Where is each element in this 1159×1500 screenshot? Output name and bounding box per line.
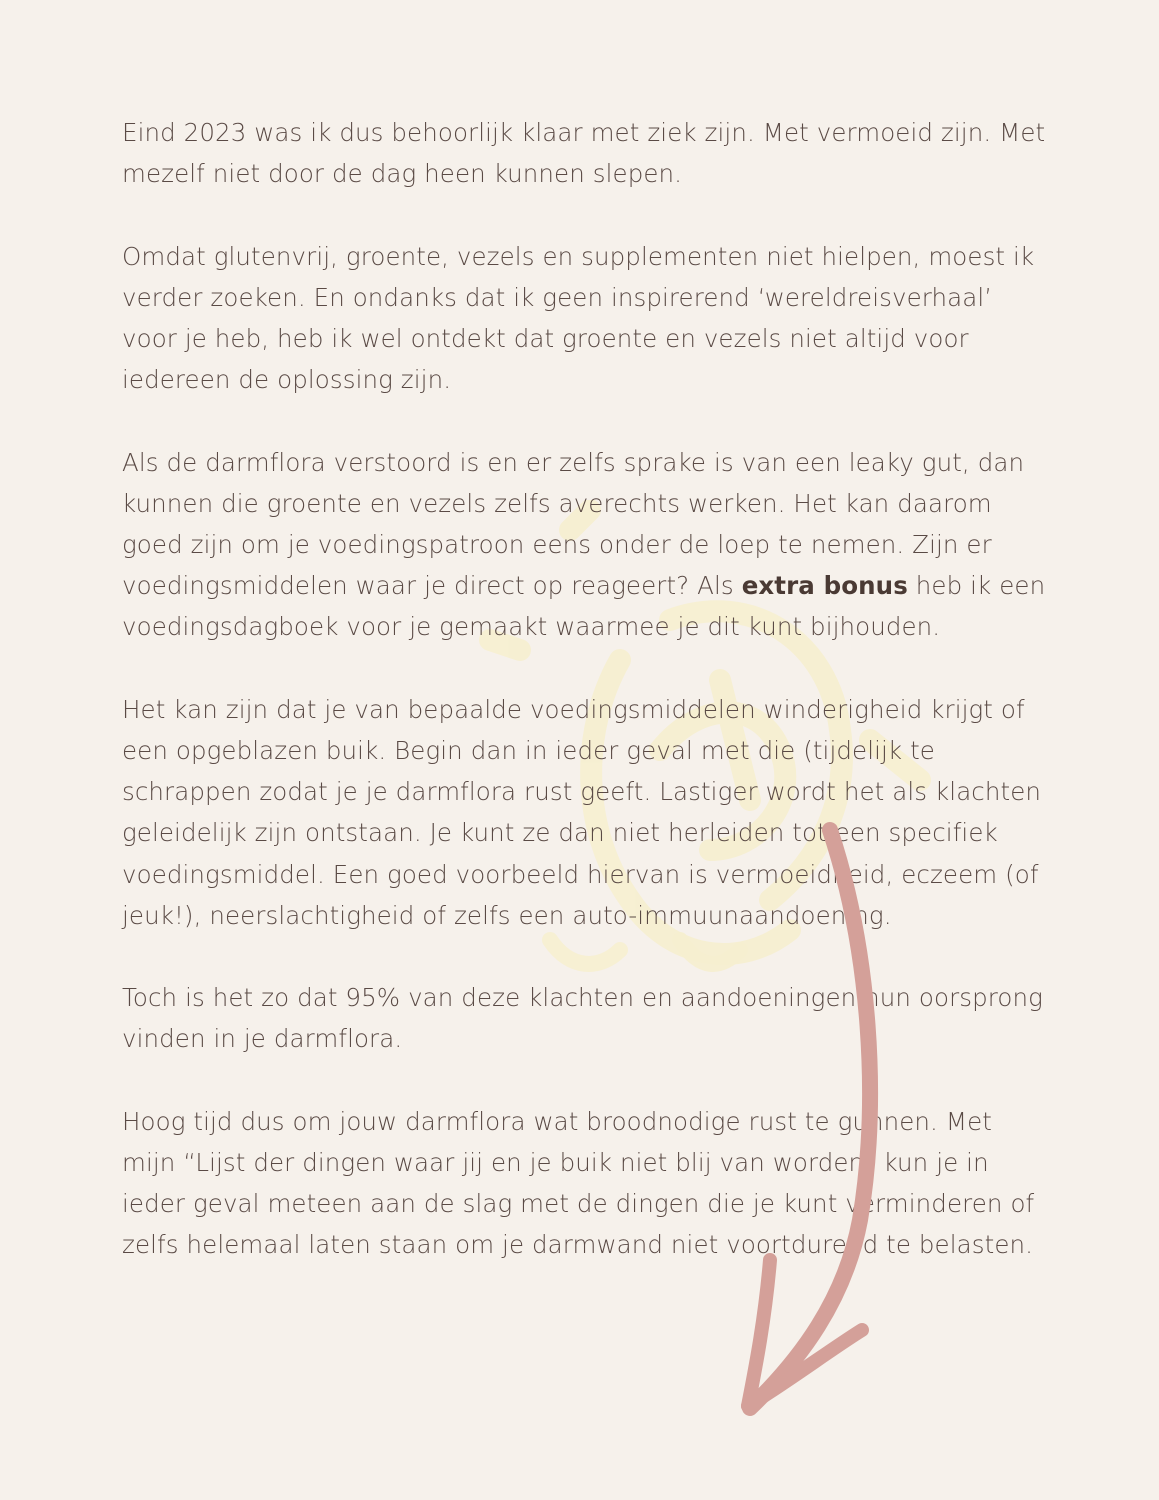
bonus-highlight: extra bonus [741, 571, 908, 601]
body-text [122, 112, 1052, 1307]
paragraph-3-start: Als de darmflora verstoord is en er zelfs sprake is van een leaky gut, dan kunnen die groente en vezels zelfs averechts werken. Het kan daarom goed zijn om je voedingspatroon eens onder de loep te nemen. Zijn er voedingsmiddelen waar je direct op reageert? Als [122, 447, 1025, 601]
paragraph-1: Eind 2023 was ik dus behoorlijk klaar met ziek zijn. Met vermoeid zijn. Met mezelf niet door de dag heen kunnen slepen. [122, 118, 1046, 189]
paragraph-4: Het kan zijn dat je van bepaalde voedingsmiddelen winderigheid krijgt of een opgeblazen buik. Begin dan in ieder geval met die (tijdelijk te schrappen zodat je je darmflora rust geeft. Lastiger wordt het als klachten geleidelijk zijn ontstaan. Je kunt ze dan niet herleiden tot een specifiek voedingsmiddel. Een goed voorbeeld hiervan is vermoeidheid, eczeem (of jeuk!), neerslachtigheid of zelfs een auto-immuunaandoening. [122, 694, 1042, 930]
paragraph-3-end: heb ik een voedingsdagboek voor je gemaakt waarmee je dit kunt bijhouden. [122, 571, 1046, 642]
paragraph-6: Hoog tijd dus om jouw darmflora wat broodnodige rust te gunnen. Met mijn “Lijst der dingen waar jij en je buik niet blij van worden” kun je in ieder geval meteen aan de slag met de dingen die je kunt verminderen of zelfs helemaal laten staan om je darmwand niet voortdurend te belasten. [122, 1106, 1035, 1260]
paragraph-3 [122, 442, 1052, 648]
paragraph-5: Toch is het zo dat 95% van deze klachten en aandoeningen hun oorsprong vinden in je darmflora. [122, 983, 1043, 1054]
paragraph-2: Omdat glutenvrij, groente, vezels en supplementen niet hielpen, moest ik verder zoeken. En ondanks dat ik geen inspirerend ‘wereldreisverhaal’ voor je heb, heb ik wel ontdekt dat groente en vezels niet altijd voor iedereen de oplossing zijn. [122, 241, 1035, 395]
